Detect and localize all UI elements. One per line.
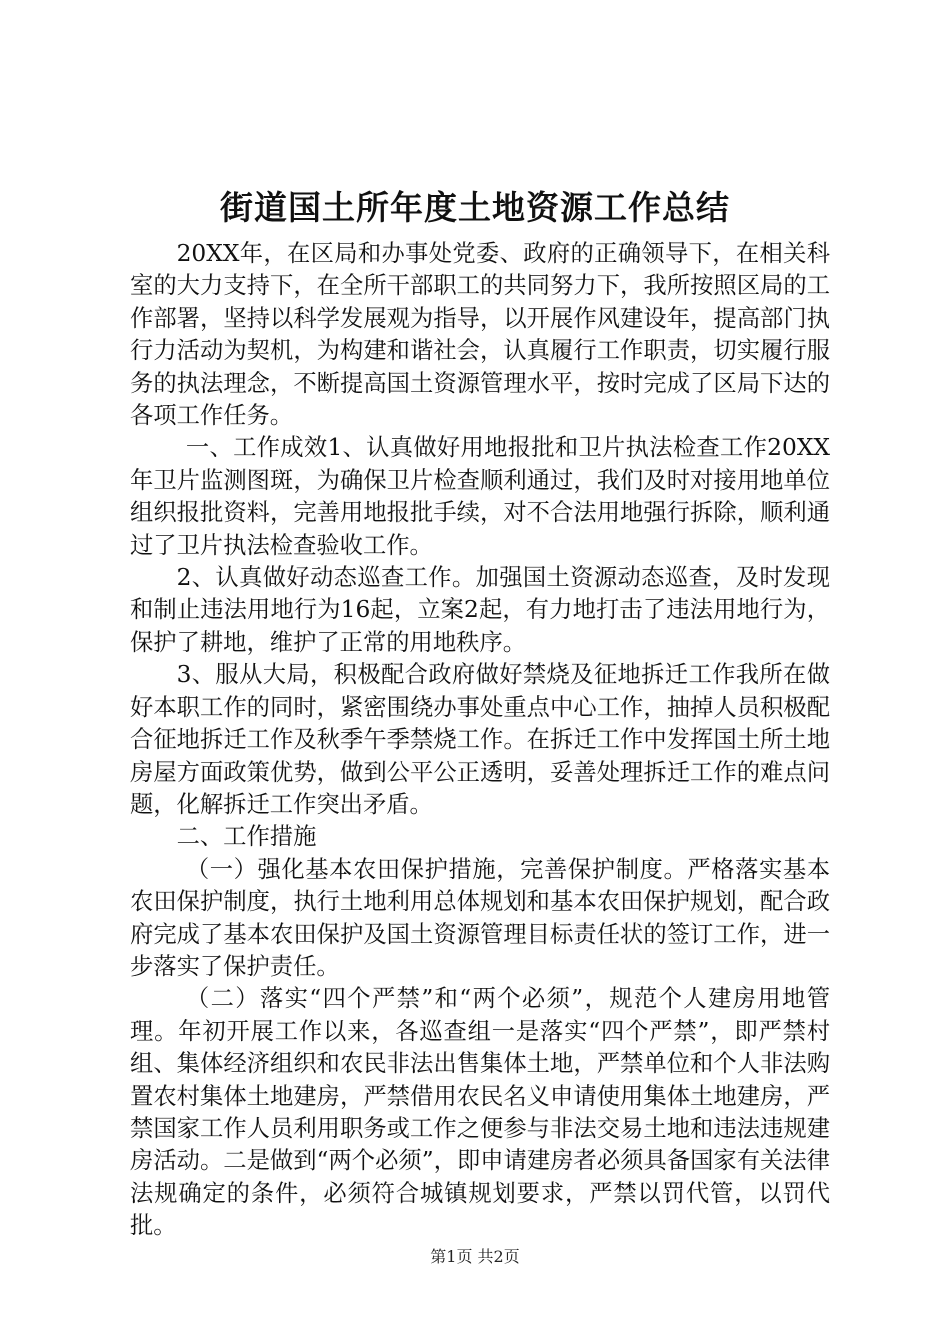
- document-title: 街道国土所年度土地资源工作总结: [220, 188, 730, 227]
- paragraph-measure-2: （二）落实“四个严禁”和“两个必须”，规范个人建房用地管理。年初开展工作以来，各巡查组一是落实“四个严禁”，即严禁村组、集体经济组织和农民非法出售集体土地，严禁单位和个人非法购置农村集体土地建房，严禁借用农民名义申请使用集体土地建房，严禁国家工作人员利用职务或工作之便参与非法交易土地和违法违规建房活动。二是做到“两个必须”，即申请建房者必须具备国家有关法律法规确定的条件，必须符合城镇规划要求，严禁以罚代管，以罚代批。: [130, 985, 830, 1240]
- paragraph-achievement-1: 一、工作成效1、认真做好用地报批和卫片执法检查工作20XX年卫片监测图斑，为确保卫片检查顺利通过，我们及时对接用地单位组织报批资料，完善用地报批手续，对不合法用地强行拆除，顺利通过了卫片执法检查验收工作。: [130, 434, 830, 559]
- page-footer: 第1页 共2页: [430, 1247, 520, 1266]
- paragraph-achievement-2: 2、认真做好动态巡查工作。加强国土资源动态巡查，及时发现和制止违法用地行为16起，立案2起，有力地打击了违法用地行为，保护了耕地，维护了正常的用地秩序。: [130, 564, 830, 656]
- paragraph-measure-1: （一）强化基本农田保护措施，完善保护制度。严格落实基本农田保护制度，执行土地利用总体规划和基本农田保护规划，配合政府完成了基本农田保护及国土资源管理目标责任状的签订工作，进一步落实了保护责任。: [130, 855, 830, 980]
- document-body: [130, 238, 830, 1243]
- paragraph-achievement-3: 3、服从大局，积极配合政府做好禁烧及征地拆迁工作我所在做好本职工作的同时，紧密围绕办事处重点中心工作，抽掉人员积极配合征地拆迁工作及秋季午季禁烧工作。在拆迁工作中发挥国土所土地房屋方面政策优势，做到公平公正透明，妥善处理拆迁工作的难点问题，化解拆迁工作突出矛盾。: [130, 661, 830, 818]
- section-heading-measures: 二、工作措施: [176, 823, 317, 851]
- paragraph-intro: 20XX年，在区局和办事处党委、政府的正确领导下，在相关科室的大力支持下，在全所干部职工的共同努力下，我所按照区局的工作部署，坚持以科学发展观为指导，以开展作风建设年，提高部门执行力活动为契机，为构建和谐社会，认真履行工作职责，切实履行服务的执法理念，不断提高国土资源管理水平，按时完成了区局下达的各项工作任务。: [130, 240, 830, 430]
